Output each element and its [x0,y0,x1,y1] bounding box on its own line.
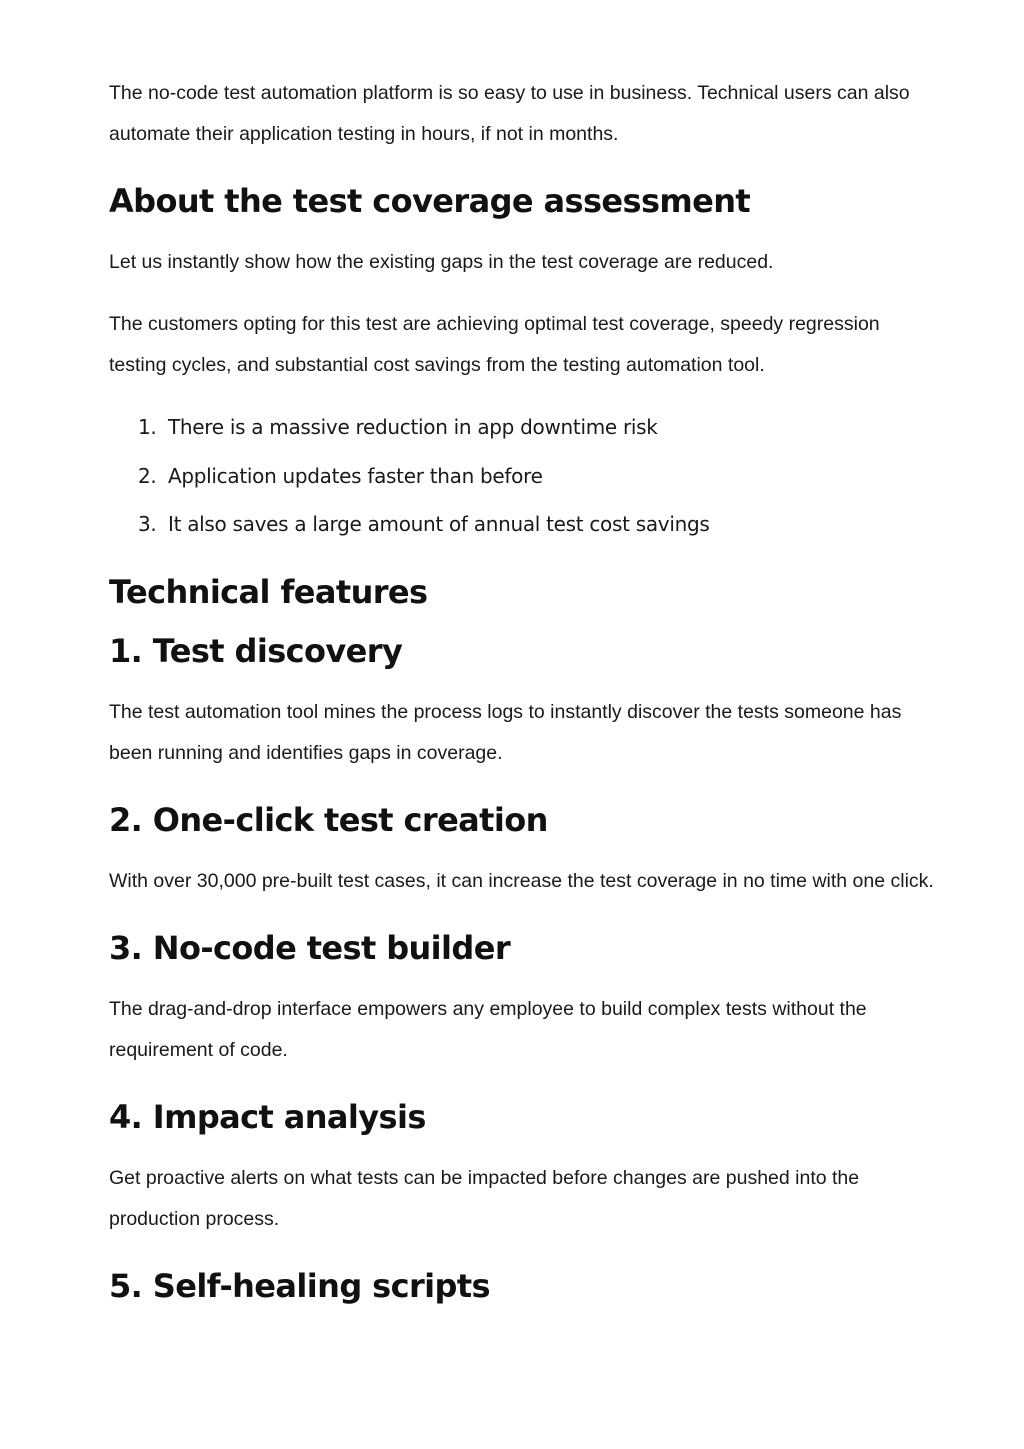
feature-paragraph: The drag-and-drop interface empowers any employee to build complex tests without the requirement of code. [109,997,867,1061]
assessment-paragraph: Let us instantly show how the existing gaps in the test coverage are reduced. [109,251,774,273]
assessment-heading: About the test coverage assessment [109,182,751,220]
benefits-list [109,407,939,544]
feature-heading: 5. Self-healing scripts [109,1266,490,1305]
feature-paragraph: Get proactive alerts on what tests can be impacted before changes are pushed into the production process. [109,1166,860,1230]
feature-heading: 2. One-click test creation [109,800,548,839]
list-item-number: 1. [138,415,157,439]
document-page [109,73,939,1306]
list-item [109,504,939,544]
intro-paragraph: The no-code test automation platform is so easy to use in business. Technical users can also automate their application testing in hours, if not in months. [109,82,910,145]
feature-paragraph: With over 30,000 pre-built test cases, it can increase the test coverage in no time with one click. [109,869,934,892]
feature-heading: 3. No-code test builder [109,928,511,967]
list-item [109,407,939,447]
list-item-text: It also saves a large amount of annual test cost savings [168,512,710,536]
list-item-text: Application updates faster than before [168,463,543,488]
list-item-text: There is a massive reduction in app downtime risk [168,415,658,439]
list-item-number: 3. [138,512,157,536]
feature-heading: 4. Impact analysis [109,1097,426,1136]
feature-paragraph: The test automation tool mines the process logs to instantly discover the tests someone has been running and identifies gaps in coverage. [109,700,902,764]
list-item-number: 2. [138,463,157,488]
feature-heading: 1. Test discovery [109,631,403,670]
assessment-paragraph: The customers opting for this test are achieving optimal test coverage, speedy regression testing cycles, and substantial cost savings from the testing automation tool. [109,313,880,376]
list-item [109,456,939,496]
features-heading: Technical features [109,572,428,611]
